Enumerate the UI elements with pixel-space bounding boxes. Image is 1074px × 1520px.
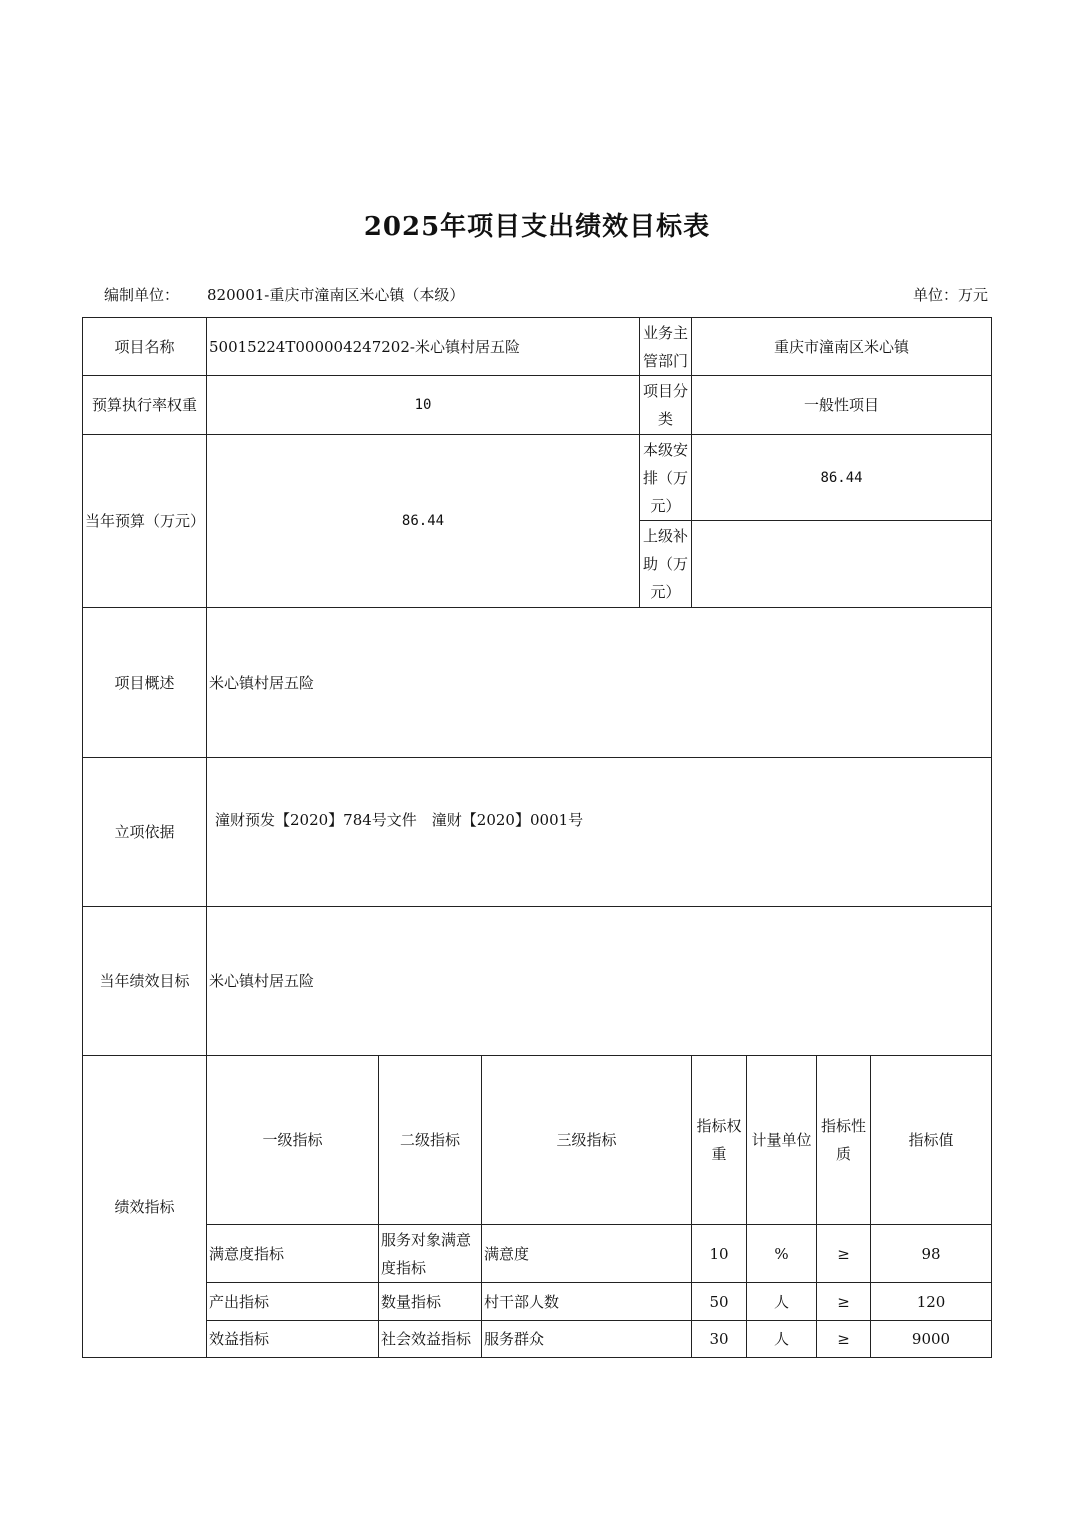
header-weight: 指标权重 — [692, 1056, 747, 1225]
cell-weight: 30 — [692, 1321, 747, 1358]
cell-level3: 村干部人数 — [482, 1283, 692, 1321]
cell-value: 9000 — [871, 1321, 992, 1358]
header-level1: 一级指标 — [207, 1056, 379, 1225]
header-level2: 二级指标 — [379, 1056, 482, 1225]
cell-nature: ≥ — [817, 1225, 871, 1283]
overview-value: 米心镇村居五险 — [207, 608, 992, 758]
cell-value: 120 — [871, 1283, 992, 1321]
category-label: 项目分类 — [640, 376, 692, 435]
cell-level2: 社会效益指标 — [379, 1321, 482, 1358]
project-name-value: 50015224T000004247202-米心镇村居五险 — [207, 318, 640, 376]
cell-level2: 数量指标 — [379, 1283, 482, 1321]
indicator-header-row — [83, 1056, 992, 1225]
page-title: 2025年项目支出绩效目标表 — [363, 212, 711, 242]
cell-weight: 10 — [692, 1225, 747, 1283]
indicators-label: 绩效指标 — [83, 1056, 207, 1358]
compiler-unit — [104, 284, 464, 305]
overview-label: 项目概述 — [83, 608, 207, 758]
header-nature: 指标性质 — [817, 1056, 871, 1225]
local-label: 本级安排（万元） — [640, 435, 692, 521]
weight-value: 10 — [207, 376, 640, 435]
cell-level3: 服务群众 — [482, 1321, 692, 1358]
goal-value: 米心镇村居五险 — [207, 907, 992, 1056]
header-value: 指标值 — [871, 1056, 992, 1225]
basis-label: 立项依据 — [83, 758, 207, 907]
cell-unit: % — [747, 1225, 817, 1283]
table-row — [83, 1283, 992, 1321]
project-name-label: 项目名称 — [83, 318, 207, 376]
currency-unit: 单位：万元 — [912, 286, 988, 304]
cell-level1: 效益指标 — [207, 1321, 379, 1358]
cell-unit: 人 — [747, 1283, 817, 1321]
table-row — [83, 1321, 992, 1358]
weight-label: 预算执行率权重 — [83, 376, 207, 435]
superior-label: 上级补助（万元） — [640, 521, 692, 608]
cell-level2: 服务对象满意度指标 — [379, 1225, 482, 1283]
cell-weight: 50 — [692, 1283, 747, 1321]
cell-unit: 人 — [747, 1321, 817, 1358]
performance-target-table — [82, 317, 992, 1358]
cell-nature: ≥ — [817, 1283, 871, 1321]
header-level3: 三级指标 — [482, 1056, 692, 1225]
compiler-unit-value: 820001-重庆市潼南区米心镇（本级） — [207, 286, 465, 304]
goal-label: 当年绩效目标 — [83, 907, 207, 1056]
cell-level1: 产出指标 — [207, 1283, 379, 1321]
dept-value: 重庆市潼南区米心镇 — [692, 318, 992, 376]
compiler-unit-label: 编制单位： — [104, 286, 180, 304]
dept-label: 业务主管部门 — [640, 318, 692, 376]
table-row — [83, 1225, 992, 1283]
category-value: 一般性项目 — [692, 376, 992, 435]
budget-value: 86.44 — [207, 435, 640, 608]
local-value: 86.44 — [692, 435, 992, 521]
basis-value: 潼财预发【2020】784号文件 潼财【2020】0001号 — [207, 758, 992, 907]
cell-nature: ≥ — [817, 1321, 871, 1358]
header-unit: 计量单位 — [747, 1056, 817, 1225]
cell-level1: 满意度指标 — [207, 1225, 379, 1283]
superior-value — [692, 521, 992, 608]
budget-label: 当年预算（万元） — [83, 435, 207, 608]
cell-value: 98 — [871, 1225, 992, 1283]
cell-level3: 满意度 — [482, 1225, 692, 1283]
